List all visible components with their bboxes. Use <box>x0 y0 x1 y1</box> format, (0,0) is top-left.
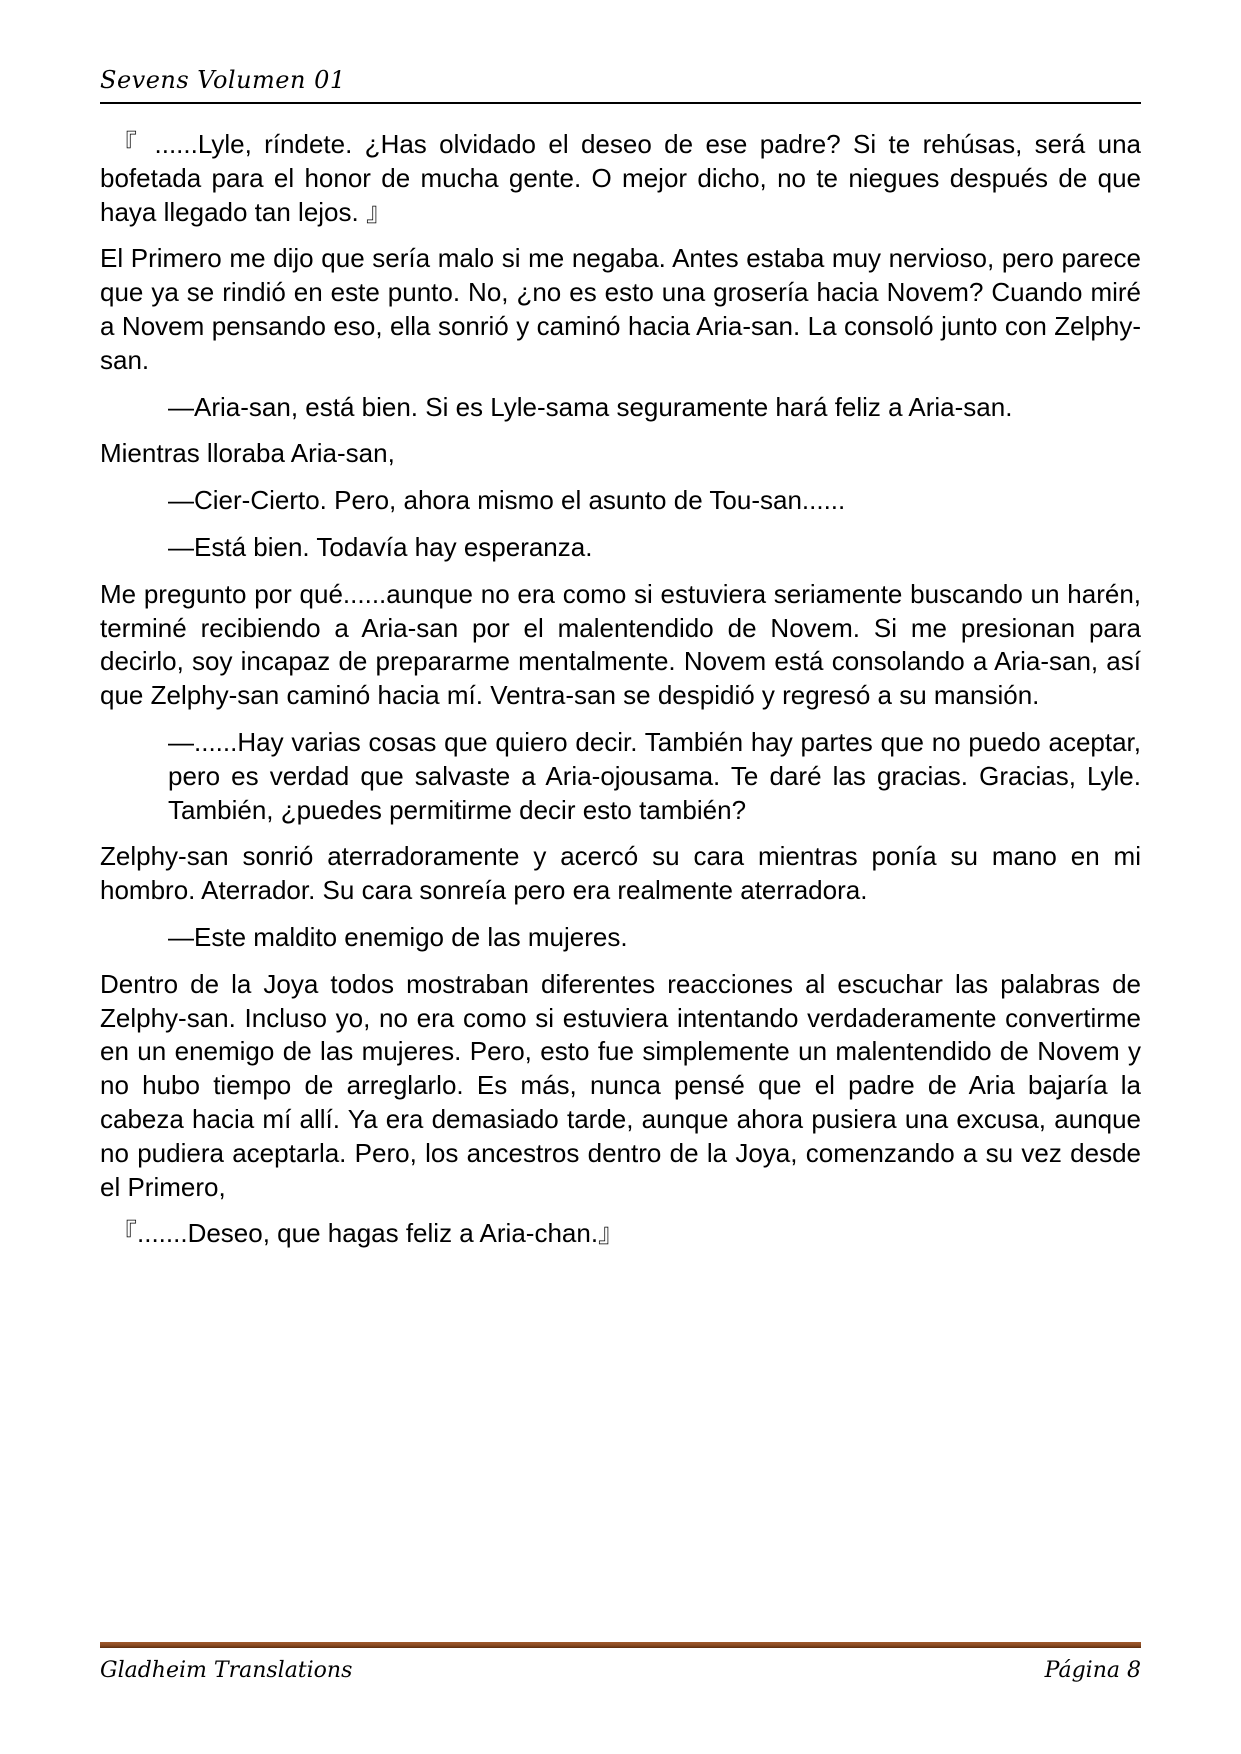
paragraph-quote: 『 ......Lyle, ríndete. ¿Has olvidado el deseo de ese padre? Si te rehúsas, será una bofetada para el honor de mucha gente. O mejor dicho, no te niegues después de que haya llegado tan lejos. 』 <box>100 129 1141 227</box>
document-header <box>100 66 1141 104</box>
paragraph-normal: El Primero me dijo que sería malo si me negaba. Antes estaba muy nervioso, pero parece que ya se rindió en este punto. No, ¿no es esto una grosería hacia Novem? Cuando miré a Novem pensando eso, ella sonrió y caminó hacia Aria-san. La consoló junto con Zelphy-san. <box>100 243 1141 375</box>
paragraph-dialogue-block: —......Hay varias cosas que quiero decir. También hay partes que no puedo aceptar, pero es verdad que salvaste a Aria-ojousama. Te daré las gracias. Gracias, Lyle. También, ¿puedes permitirme decir esto también? <box>168 726 1141 825</box>
footer-row <box>100 1648 1141 1683</box>
paragraph-normal: Me pregunto por qué......aunque no era como si estuviera seriamente buscando un harén, terminé recibiendo a Aria-san por el malentendido de Novem. Si me presionan para decirlo, soy incapaz de prepararme mentalmente. Novem está consolando a Aria-san, así que Zelphy-san caminó hacia mí. Ventra-san se despidió y regresó a su mansión. <box>100 578 1141 711</box>
paragraph-dialogue: —Aria-san, está bien. Si es Lyle-sama seguramente hará feliz a Aria-san. <box>168 391 1013 422</box>
paragraph-normal: Dentro de la Joya todos mostraban diferentes reacciones al escuchar las palabras de Zelphy-san. Incluso yo, no era como si estuviera intentando verdaderamente convertirme en un enemigo de las mujeres. Pero, esto fue simplemente un malentendido de Novem y no hubo tiempo de arreglarlo. Es más, nunca pensé que el padre de Aria bajaría la cabeza hacia mí allí. Ya era demasiado tarde, aunque ahora pusiera una excusa, aunque no pudiera aceptarla. Pero, los ancestros dentro de la Joya, comenzando a su vez desde el Primero, <box>100 968 1141 1202</box>
paragraph-normal: Mientras lloraba Aria-san, <box>100 438 395 469</box>
document-body <box>100 128 1141 1264</box>
header-title: Sevens Volumen 01 <box>100 66 346 94</box>
document-footer <box>100 1642 1141 1683</box>
paragraph-quote: 『.......Deseo, que hagas feliz a Aria-chan.』 <box>111 1218 625 1249</box>
paragraph-dialogue: —Este maldito enemigo de las mujeres. <box>168 921 628 952</box>
footer-translator-credit: Gladheim Translations <box>100 1658 353 1683</box>
paragraph-normal: Zelphy-san sonrió aterradoramente y acercó su cara mientras ponía su mano en mi hombro. Aterrador. Su cara sonreía pero era realmente aterradora. <box>100 841 1141 906</box>
footer-page-number: Página 8 <box>1044 1658 1141 1683</box>
paragraph-dialogue: —Está bien. Todavía hay esperanza. <box>168 531 593 562</box>
paragraph-dialogue: —Cier-Cierto. Pero, ahora mismo el asunto de Tou-san...... <box>168 485 846 516</box>
